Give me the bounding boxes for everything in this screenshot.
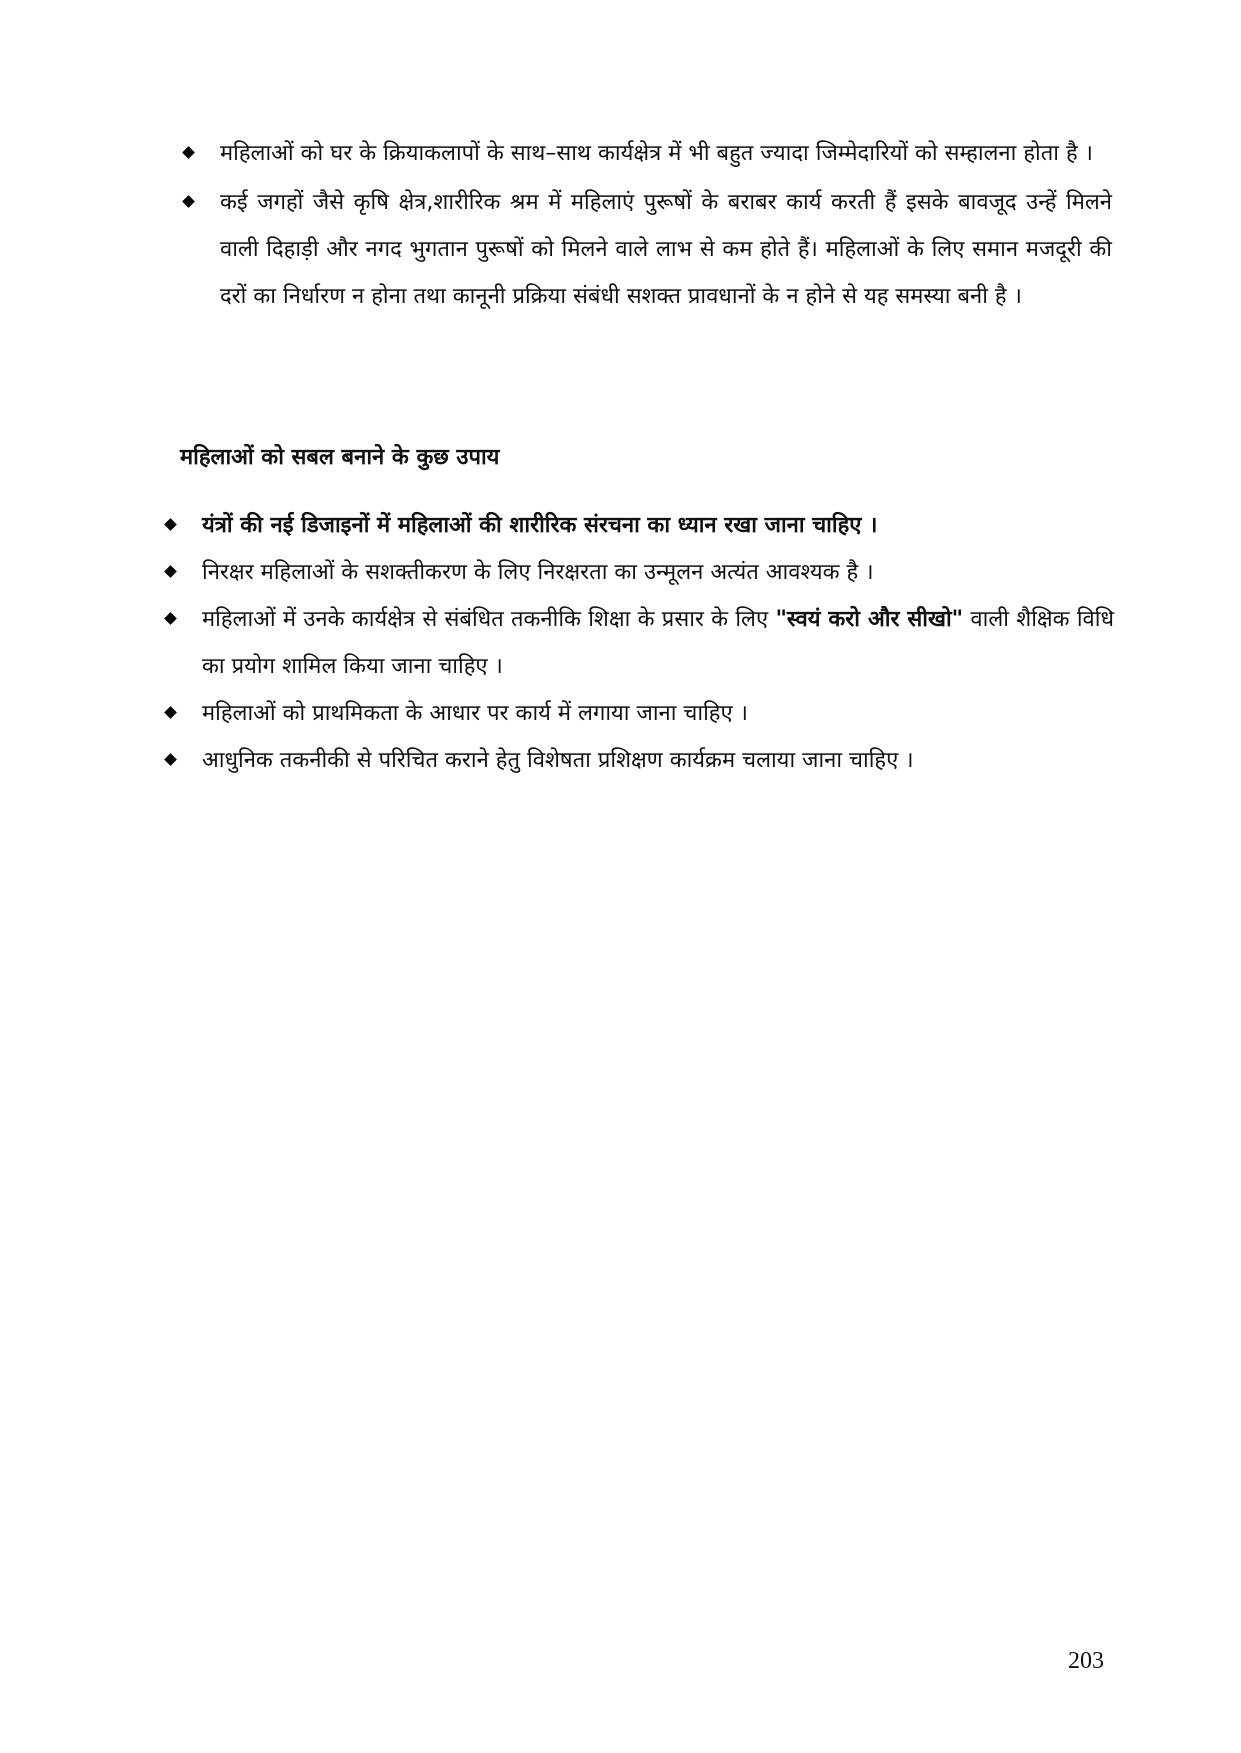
list-item-text: आधुनिक तकनीकी से परिचित कराने हेतु विशेषता प्रशिक्षण कार्यक्रम चलाया जाना चाहिए ।	[202, 748, 914, 773]
list-item-text: महिलाओं को प्राथमिकता के आधार पर कार्य में लगाया जाना चाहिए ।	[202, 701, 748, 726]
emphasis-text: "स्वयं करो और सीखो"	[775, 607, 964, 632]
problems-list	[182, 130, 1112, 322]
list-item-text: निरक्षर महिलाओं के सशक्तीकरण के लिए निरक्षरता का उन्मूलन अत्यंत आवश्यक है ।	[202, 560, 874, 585]
diamond-bullet-icon	[182, 195, 195, 208]
measures-list	[164, 502, 1114, 784]
list-item	[164, 690, 1114, 737]
diamond-bullet-icon	[164, 612, 177, 625]
list-item-text: यंत्रों की नई डिजाइनों में महिलाओं की शारीरिक संरचना का ध्यान रखा जाना चाहिए ।	[202, 513, 878, 538]
list-item	[164, 549, 1114, 596]
list-item	[182, 130, 1112, 177]
section-heading: महिलाओं को सबल बनाने के कुछ उपाय	[180, 445, 500, 470]
list-item	[182, 179, 1112, 320]
list-item-text-after: वाली शैक्षिक विधि का प्रयोग शामिल किया जाना चाहिए ।	[202, 607, 1115, 679]
list-item-text: महिलाओं को घर के क्रियाकलापों के साथ–साथ कार्यक्षेत्र में भी बहुत ज्यादा जिम्मेदारियों को सम्हालना होता है ।	[220, 141, 1093, 166]
diamond-bullet-icon	[164, 518, 177, 531]
list-item-text-before: महिलाओं में उनके कार्यक्षेत्र से संबंधित तकनीकि शिक्षा के प्रसार के लिए	[202, 607, 776, 632]
page-number: 203	[1068, 1648, 1104, 1674]
list-item	[164, 502, 1114, 549]
list-item	[164, 596, 1114, 690]
list-item-text: कई जगहों जैसे कृषि क्षेत्र,शारीरिक श्रम में महिलाएं पुरूषों के बराबर कार्य करती हैं इसके बावजूद उन्हें मिलने वाली दिहाड़ी और नगद भुगतान पुरूषों को मिलने वाले लाभ से कम होते हैं। महिलाओं के लिए समान मजदूरी की दरों का निर्धारण न होना तथा कानूनी प्रक्रिया संबंधी सशक्त प्रावधानों के न होने से यह समस्या बनी है ।	[220, 190, 1112, 309]
diamond-bullet-icon	[164, 565, 177, 578]
diamond-bullet-icon	[182, 146, 195, 159]
diamond-bullet-icon	[164, 706, 177, 719]
diamond-bullet-icon	[164, 753, 177, 766]
list-item	[164, 737, 1114, 784]
